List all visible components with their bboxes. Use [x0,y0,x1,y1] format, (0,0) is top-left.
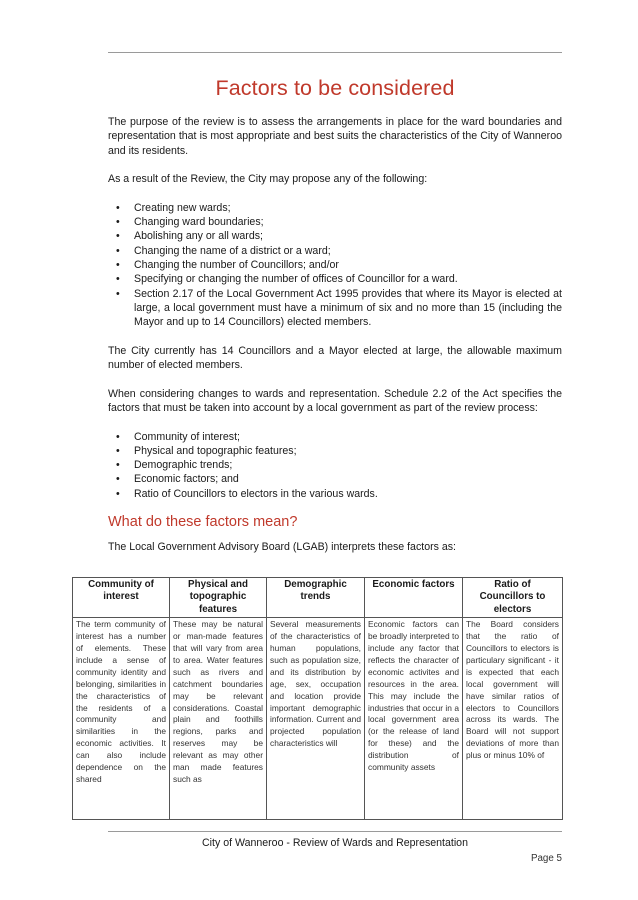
bullet-icon: • [116,459,120,472]
list-item: • Ratio of Councillors to electors in the various wards. [116,487,378,500]
table-cell: The Board considers that the ratio of Councillors to electors is particulary significant - it is expected that each local government will have similar ratios of electors to Councillors across its wards. The Board will not support deviations of more than plus or minus 10% of [463,618,563,820]
page-number: Page 5 [530,853,562,864]
column-header: Economic factors [365,578,463,618]
list-item: • Specifying or changing the number of offices of Councillor for a ward. [116,273,458,286]
column-header: Demographic trends [267,578,365,618]
table-cell: Economic factors can be broadly interpreted to include any factor that reflects the character of economic activites and resources in the area. This may include the industries that occur in a local government area (or the release of land for these) and the distribution of community assets [365,618,463,820]
table-row [73,618,563,820]
column-header: Physical and topographic features [170,578,267,618]
header-rule [108,52,562,53]
lead-paragraph: As a result of the Review, the City may propose any of the following: [108,173,428,186]
column-header: Community of interest [73,578,170,618]
list-item: • Section 2.17 of the Local Government Act 1995 provides that where its Mayor is elected at large, a local government must have a minimum of six and no more than 15 (including the Mayor and up to 14 Councillors) elected members. [116,287,562,329]
list-item: • Economic factors; and [116,473,239,486]
table-cell: These may be natural or man-made features that will vary from area to area. Water features such as rivers and catchment boundaries may be relevant considerations. Coastal plain and foothills regions, parks and reserves may be relevant as may other man made features such as [170,618,267,820]
factors-list [108,430,562,501]
propose-list [108,201,562,330]
list-item: • Community of interest; [116,430,240,443]
list-item: • Changing the number of Councillors; and/or [116,258,339,271]
list-item: • Changing the name of a district or a ward; [116,244,331,257]
list-item: • Creating new wards; [116,201,231,214]
act-paragraph: When considering changes to wards and representation. Schedule 2.2 of the Act specifies the factors that must be taken into account by a local government as part of the review process: [108,387,562,414]
bullet-icon: • [116,216,120,229]
footer-text: City of Wanneroo - Review of Wards and Representation [202,837,468,849]
bullet-icon: • [116,430,120,443]
section-subheading: What do these factors mean? [108,514,298,531]
lgab-paragraph: The Local Government Advisory Board (LGAB) interprets these factors as: [108,540,456,553]
factors-table [72,577,563,820]
bullet-icon: • [116,444,120,457]
bullet-icon: • [116,487,120,500]
footer-rule [108,831,562,832]
bullet-icon: • [116,273,120,286]
list-item: • Physical and topographic features; [116,444,297,457]
current-paragraph: The City currently has 14 Councillors and a Mayor elected at large, the allowable maximum number of elected members. [108,344,562,372]
bullet-icon: • [116,287,120,300]
table-cell: Several measurements of the characteristics of human populations, such as population size, and its distribution by age, sex, occupation and location provide important demographic information. Current and projected population characteristics will [267,618,365,820]
bullet-icon: • [116,473,120,486]
bullet-icon: • [116,201,120,214]
column-header: Ratio of Councillors to electors [463,578,563,618]
list-item: • Abolishing any or all wards; [116,230,263,243]
table-header-row [73,578,563,618]
bullet-icon: • [116,258,120,271]
intro-paragraph: The purpose of the review is to assess the arrangements in place for the ward boundaries and representation that is most appropriate and best suits the characteristics of the City of Wanneroo and its residents. [108,116,562,157]
table-cell: The term community of interest has a number of elements. These include a sense of community identity and belonging, similarities in the characteristics of the residents of a community and similarities in the economic activities. It can also include dependence on the shared [73,618,170,820]
bullet-icon: • [116,244,120,257]
list-item: • Changing ward boundaries; [116,216,264,229]
body-text [108,115,562,568]
bullet-icon: • [116,230,120,243]
page-title: Factors to be considered [215,76,455,100]
list-item: • Demographic trends; [116,459,233,472]
